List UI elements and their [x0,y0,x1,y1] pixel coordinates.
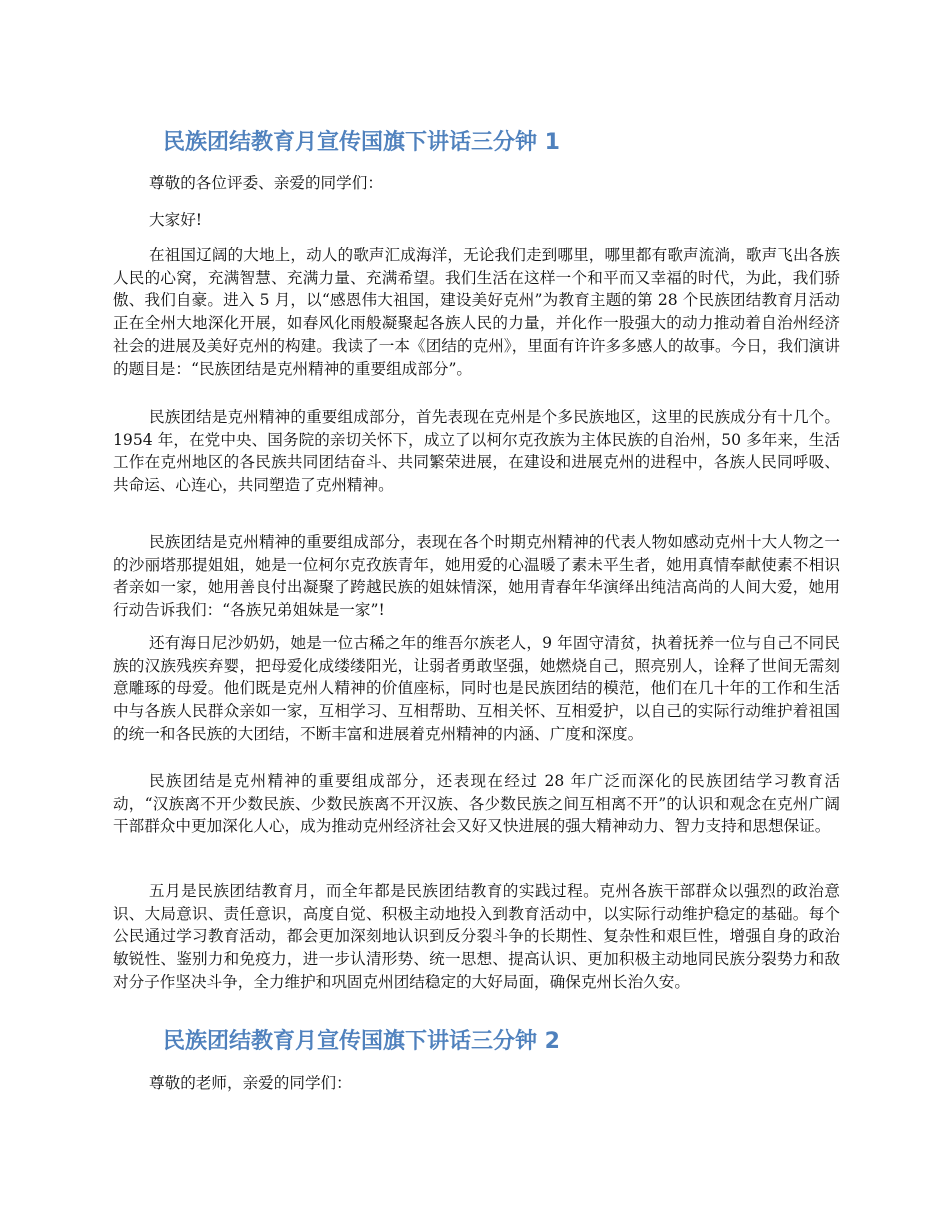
section-1-paragraph: 还有海日尼沙奶奶，她是一位古稀之年的维吾尔族老人，9 年固守清贫，执着抚养一位与自己不同民族的汉族残疾弃婴，把母爱化成缕缕阳光，让弱者勇敢坚强，她燃烧自己，照亮别人，诠释了世间无需刻意雕琢的母爱。他们既是克州人精神的价值座标，同时也是民族团结的模范，他们在几十年的工作和生活中与各族人民群众亲如一家，互相学习、互相帮助、互相关怀、互相爱护，以自己的实际行动维护着祖国的统一和各民族的大团结，不断丰富和进展着克州精神的内涵、广度和深度。 [113,634,840,743]
section-1-hello: 大家好! [149,211,203,229]
section-2-title: 民族团结教育月宣传国旗下讲话三分钟 2 [163,1029,560,1054]
section-1-title: 民族团结教育月宣传国旗下讲话三分钟 1 [163,130,560,155]
section-1-paragraph: 民族团结是克州精神的重要组成部分，首先表现在克州是个多民族地区，这里的民族成分有十几个。1954 年，在党中央、国务院的亲切关怀下，成立了以柯尔克孜族为主体民族的自治州，50 多年来，生活工作在克州地区的各民族共同团结奋斗、共同繁荣进展，在建设和进展克州的进程中，各族人民同呼吸、共命运、心连心，共同塑造了克州精神。 [113,408,840,495]
section-1-paragraph: 民族团结是克州精神的重要组成部分，表现在各个时期克州精神的代表人物如感动克州十大人物之一的沙丽塔那提姐姐，她是一位柯尔克孜族青年，她用爱的心温暖了素未平生者，她用真情奉献使素不相识者亲如一家，她用善良付出凝聚了跨越民族的姐妹情深，她用青春年华演绎出纯洁高尚的人间大爱，她用行动告诉我们：“各族兄弟姐妹是一家”! [113,533,840,620]
section-1-paragraph: 在祖国辽阔的大地上，动人的歌声汇成海洋，无论我们走到哪里，哪里都有歌声流淌，歌声飞出各族人民的心窝，充满智慧、充满力量、充满希望。我们生活在这样一个和平而又幸福的时代，为此，我们骄傲、我们自豪。进入 5 月，以“感恩伟大祖国，建设美好克州”为教育主题的第 28 个民族团结教育月活动正在全州大地深化开展，如春风化雨般凝聚起各族人民的力量，并化作一股强大的动力推动着自治州经济社会的进展及美好克州的构建。我读了一本《团结的克州》，里面有许许多多感人的故事。今日，我们演讲的题目是：“民族团结是克州精神的重要组成部分”。 [113,246,840,378]
section-2-greeting: 尊敬的老师，亲爱的同学们： [149,1074,352,1092]
section-1-paragraph: 五月是民族团结教育月，而全年都是民族团结教育的实践过程。克州各族干部群众以强烈的政治意识、大局意识、责任意识，高度自觉、积极主动地投入到教育活动中，以实际行动维护稳定的基础。每个公民通过学习教育活动，都会更加深刻地认识到反分裂斗争的长期性、复杂性和艰巨性，增强自身的政治敏锐性、鉴别力和免疫力，进一步认清形势、统一思想、提高认识、更加积极主动地同民族分裂势力和敌对分子作坚决斗争，全力维护和巩固克州团结稳定的大好局面，确保克州长治久安。 [113,882,840,991]
section-1-greeting: 尊敬的各位评委、亲爱的同学们： [149,174,383,192]
section-1-paragraph: 民族团结是克州精神的重要组成部分，还表现在经过 28 年广泛而深化的民族团结学习教育活动，“汉族离不开少数民族、少数民族离不开汉族、各少数民族之间互相离不开”的认识和观念在克州广阔干部群众中更加深化人心，成为推动克州经济社会又好又快进展的强大精神动力、智力支持和思想保证。 [113,772,840,836]
